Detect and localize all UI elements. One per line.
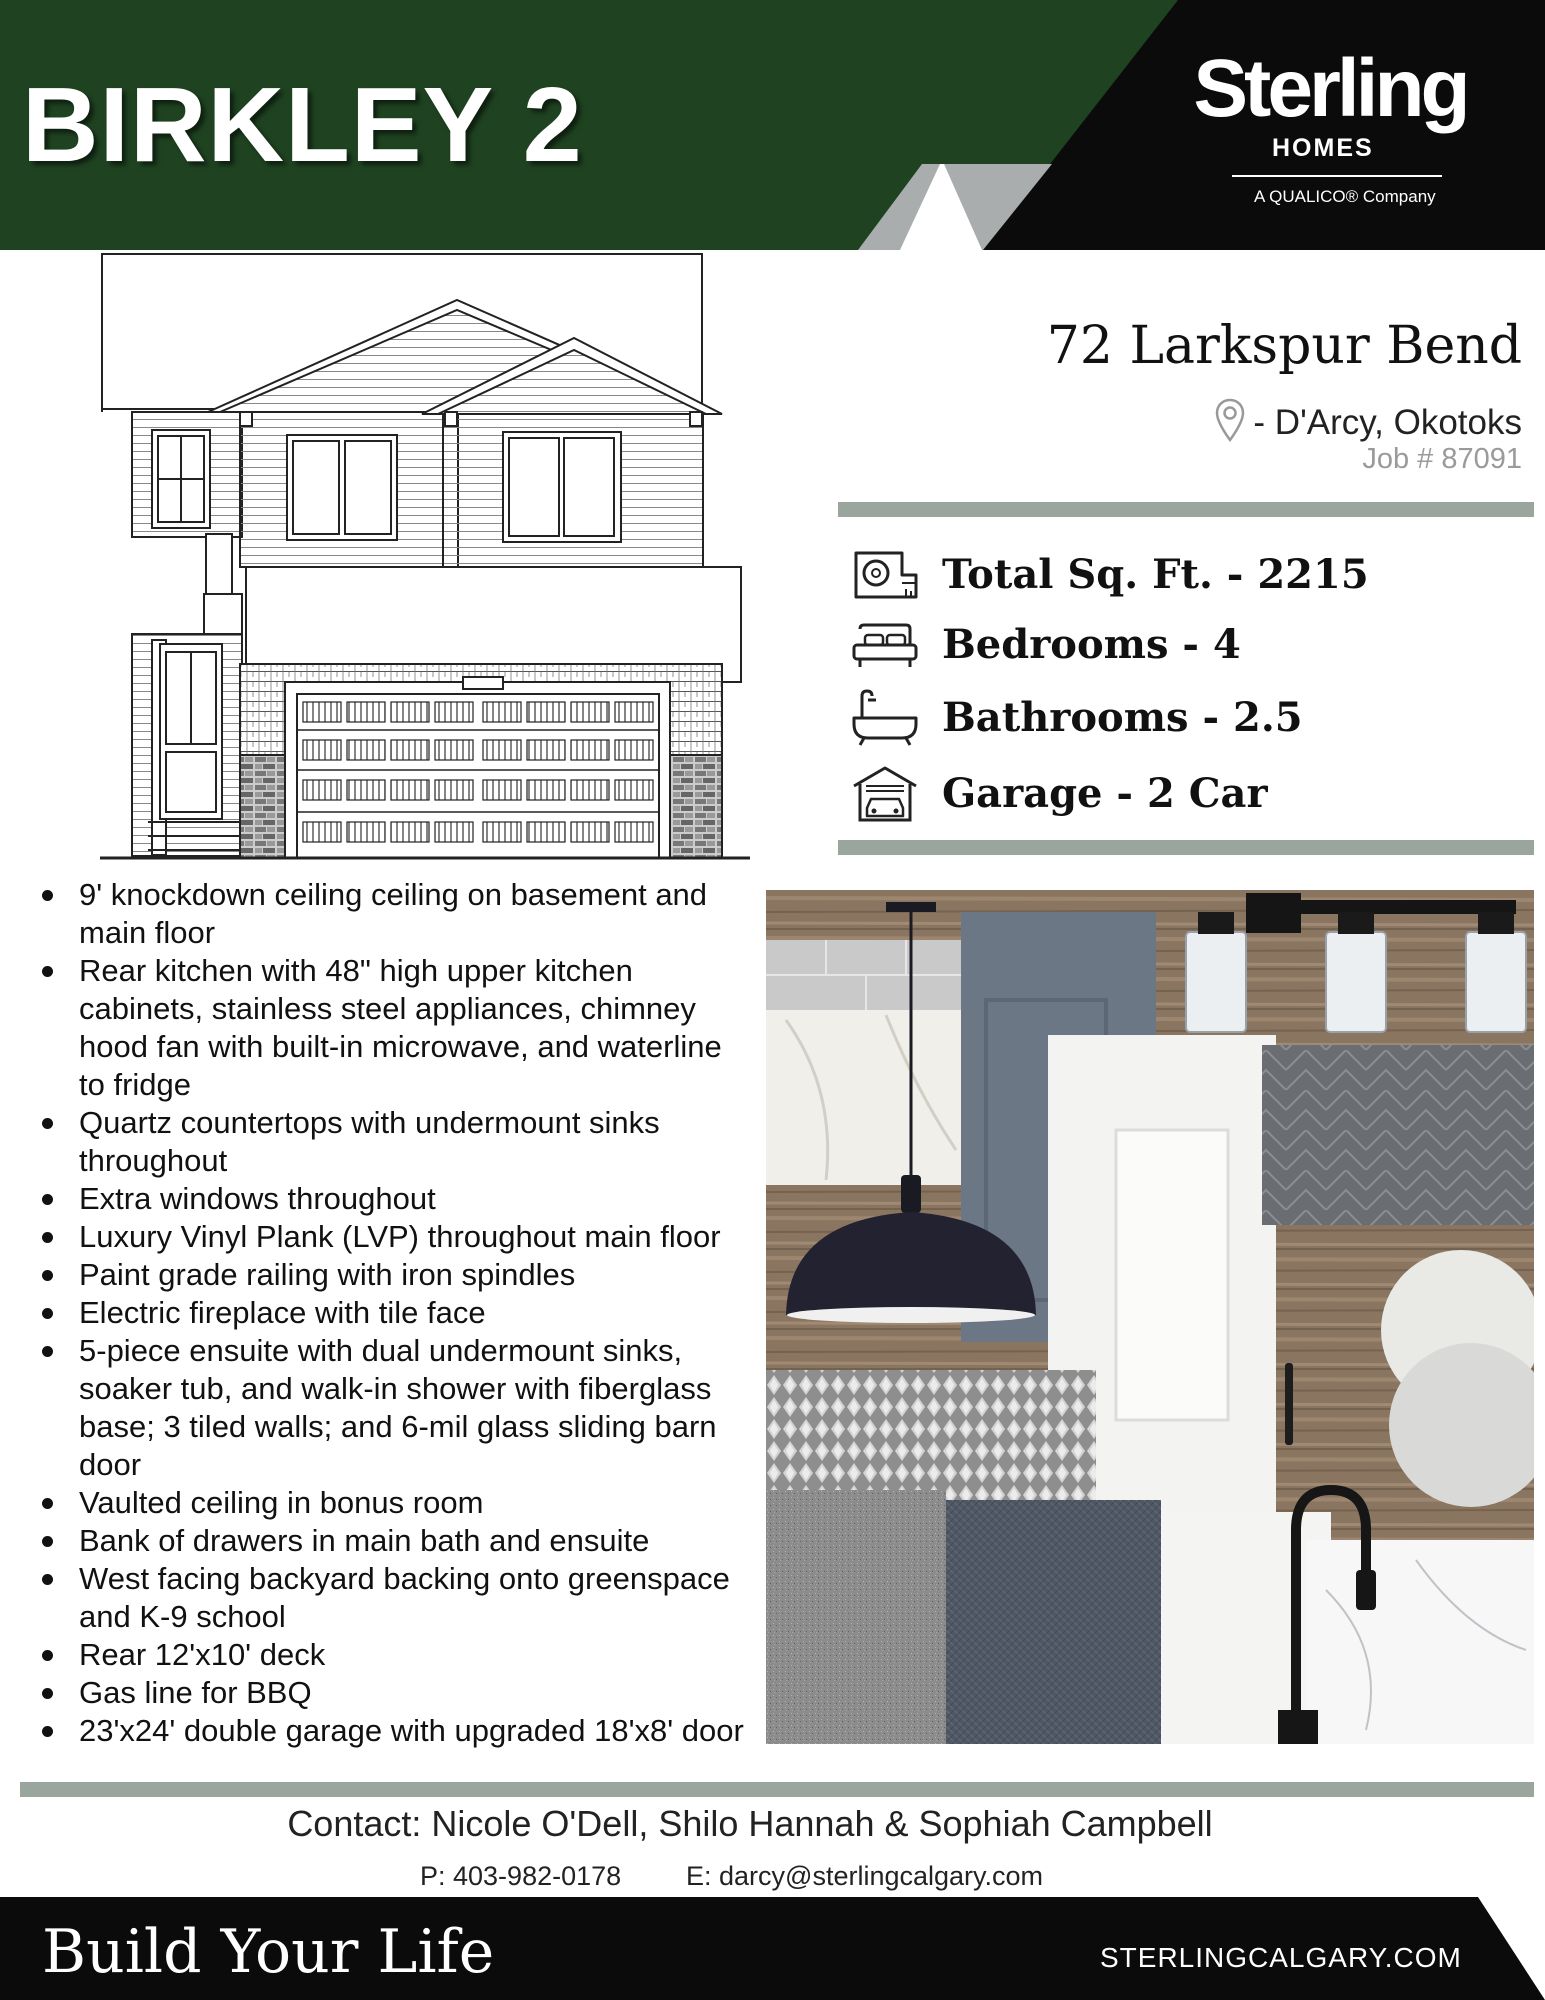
location-text: - D'Arcy, Okotoks <box>1253 403 1522 442</box>
feature-list <box>40 876 755 1750</box>
contact-names: Contact: Nicole O'Dell, Shilo Hannah & Sophiah Campbell <box>287 1803 1213 1844</box>
divider-bar <box>20 1782 1534 1797</box>
house-elevation-drawing <box>100 252 750 862</box>
feature-item: Gas line for BBQ <box>40 1674 755 1712</box>
feature-item: Rear 12'x10' deck <box>40 1636 755 1674</box>
feature-item: Vaulted ceiling in bonus room <box>40 1484 755 1522</box>
brand-logo[interactable]: Sterling <box>1193 43 1467 134</box>
tape-measure-icon <box>850 545 920 605</box>
feature-item: Electric fireplace with tile face <box>40 1294 755 1332</box>
feature-item: Quartz countertops with undermount sinks throughout <box>40 1104 755 1180</box>
brand-logo-sub: HOMES <box>1272 134 1374 162</box>
listing-address: 72 Larkspur Bend <box>1046 316 1522 376</box>
feature-item: 5-piece ensuite with dual undermount sinks, soaker tub, and walk-in shower with fiberglass base; 3 tiled walls; and 6-mil glass sliding barn door <box>40 1332 755 1484</box>
contact-email[interactable]: E: darcy@sterlingcalgary.com <box>686 1861 1044 1891</box>
feature-item: 9' knockdown ceiling ceiling on basement and main floor <box>40 876 755 952</box>
garage-icon <box>850 764 920 824</box>
feature-item: Rear kitchen with 48" high upper kitchen cabinets, stainless steel appliances, chimney hood fan with built-in microwave, and waterline to fridge <box>40 952 755 1104</box>
feature-item: Paint grade railing with iron spindles <box>40 1256 755 1294</box>
spec-sqft <box>850 545 1530 605</box>
feature-item: 23'x24' double garage with upgraded 18'x8' door <box>40 1712 755 1750</box>
job-number: Job # 87091 <box>1362 443 1522 475</box>
spec-sqft-label: Total Sq. Ft. - 2215 <box>942 551 1369 598</box>
spec-garage <box>850 764 1530 824</box>
map-pin-icon <box>1215 398 1245 442</box>
brand-tagline: A QUALICO® Company <box>1254 187 1436 206</box>
model-title: BIRKLEY 2 <box>22 66 583 184</box>
feature-item: Luxury Vinyl Plank (LVP) throughout main floor <box>40 1218 755 1256</box>
feature-item: Bank of drawers in main bath and ensuite <box>40 1522 755 1560</box>
finishes-mood-board <box>766 890 1534 1744</box>
brand-logo-rule <box>1232 175 1442 177</box>
spec-bedrooms-label: Bedrooms - 4 <box>942 621 1241 668</box>
listing-location <box>1100 398 1522 442</box>
spec-garage-label: Garage - 2 Car <box>942 770 1268 817</box>
divider-bar <box>838 502 1534 517</box>
bed-icon <box>850 615 920 675</box>
divider-bar <box>838 840 1534 855</box>
footer-website-link[interactable]: STERLINGCALGARY.COM <box>1100 1942 1462 1973</box>
bathtub-icon <box>850 688 920 748</box>
spec-bathrooms <box>850 688 1530 748</box>
contact-phone[interactable]: P: 403-982-0178 <box>420 1861 622 1891</box>
feature-item: Extra windows throughout <box>40 1180 755 1218</box>
spec-bedrooms <box>850 615 1530 675</box>
footer-slogan: Build Your Life <box>42 1917 495 1987</box>
spec-bathrooms-label: Bathrooms - 2.5 <box>942 694 1303 741</box>
feature-item: West facing backyard backing onto greenspace and K-9 school <box>40 1560 755 1636</box>
